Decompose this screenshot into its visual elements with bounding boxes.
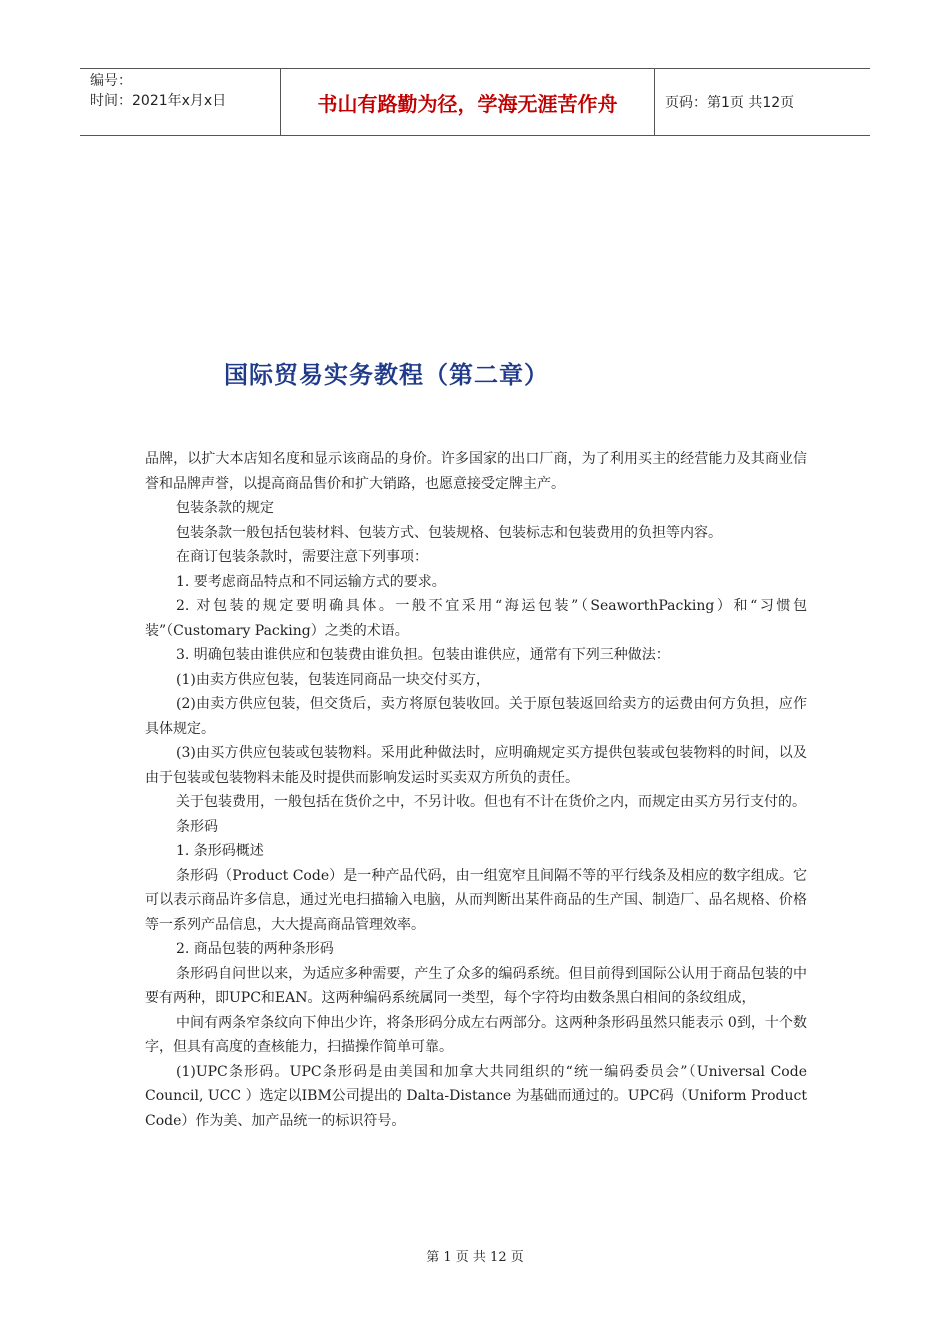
header-meta xyxy=(80,69,281,135)
paragraph: (2)由卖方供应包装，但交货后，卖方将原包装收回。关于原包装返回给卖方的运费由何方负担，应作具体规定。 xyxy=(145,696,807,737)
paragraph: 中间有两条窄条纹向下伸出少许，将条形码分成左右两部分。这两种条形码虽然只能表示 0到，十个数字，但具有高度的查核能力，扫描操作简单可靠。 xyxy=(145,1014,807,1055)
paragraph: 条形码（Product Code）是一种产品代码，由一组宽窄且间隔不等的平行线条及相应的数字组成。它可以表示商品许多信息，通过光电扫描输入电脑，从而判断出某件商品的生产国、制造厂、品名规格、价格等一系列产品信息，大大提高商品管理效率。 xyxy=(145,867,807,933)
paragraph: 1. 要考虑商品特点和不同运输方式的要求。 xyxy=(176,573,446,590)
document-body xyxy=(145,447,807,1133)
header-page-label: 页码：第1页 共12页 xyxy=(665,95,795,111)
number-label: 编号： xyxy=(90,73,132,89)
header-motto: 书山有路勤为径，学海无涯苦作舟 xyxy=(281,69,655,135)
paragraph: 包装条款的规定 xyxy=(176,500,274,516)
paragraph: (1)UPC条形码。UPC条形码是由美国和加拿大共同组织的“统一编码委员会”（Universal Code Council, UCC ）选定以IBM公司提出的 Dalta-Distance 为基础而通过的。UPC码（Uniform Product Code）作为美、加产品统一的标识符号。 xyxy=(145,1063,807,1129)
paragraph: 1. 条形码概述 xyxy=(176,843,264,859)
page-header xyxy=(80,68,870,136)
paragraph: 关于包装费用，一般包括在货价之中，不另计收。但也有不计在货价之内，而规定由买方另行支付的。 xyxy=(176,794,806,810)
paragraph: 2. 对包装的规定要明确具体。一般不宜采用“海运包装”（SeaworthPacking）和“习惯包装”（Customary Packing）之类的术语。 xyxy=(145,598,807,639)
page-footer: 第 1 页 共 12 页 xyxy=(426,1250,524,1265)
paragraph: 2. 商品包装的两种条形码 xyxy=(176,941,334,957)
time-label: 时间：2021年x月x日 xyxy=(90,93,227,109)
paragraph: (1)由卖方供应包装，包装连同商品一块交付买方， xyxy=(176,671,490,688)
paragraph: 条形码 xyxy=(176,818,218,835)
paragraph: 包装条款一般包括包装材料、包装方式、包装规格、包装标志和包装费用的负担等内容。 xyxy=(176,524,722,541)
paragraph: (3)由买方供应包装或包装物料。采用此种做法时，应明确规定买方提供包装或包装物料的时间，以及由于包装或包装物料未能及时提供而影响发运时买卖双方所负的责任。 xyxy=(145,745,807,786)
paragraph: 在商订包装条款时，需要注意下列事项： xyxy=(176,549,428,565)
paragraph: 条形码自问世以来，为适应多种需要，产生了众多的编码系统。但目前得到国际公认用于商品包装的中要有两种，即UPC和EAN。这两种编码系统属同一类型，每个字符均由数条黑白相间的条纹组成， xyxy=(145,965,807,1006)
paragraph: 3. 明确包装由谁供应和包装费由谁负担。包装由谁供应，通常有下列三种做法： xyxy=(176,647,670,663)
paragraph: 品牌，以扩大本店知名度和显示该商品的身价。许多国家的出口厂商，为了利用买主的经营能力及其商业信誉和品牌声誉，以提高商品售价和扩大销路，也愿意接受定牌主产。 xyxy=(145,451,807,492)
document-title: 国际贸易实务教程（第二章） xyxy=(224,361,549,389)
